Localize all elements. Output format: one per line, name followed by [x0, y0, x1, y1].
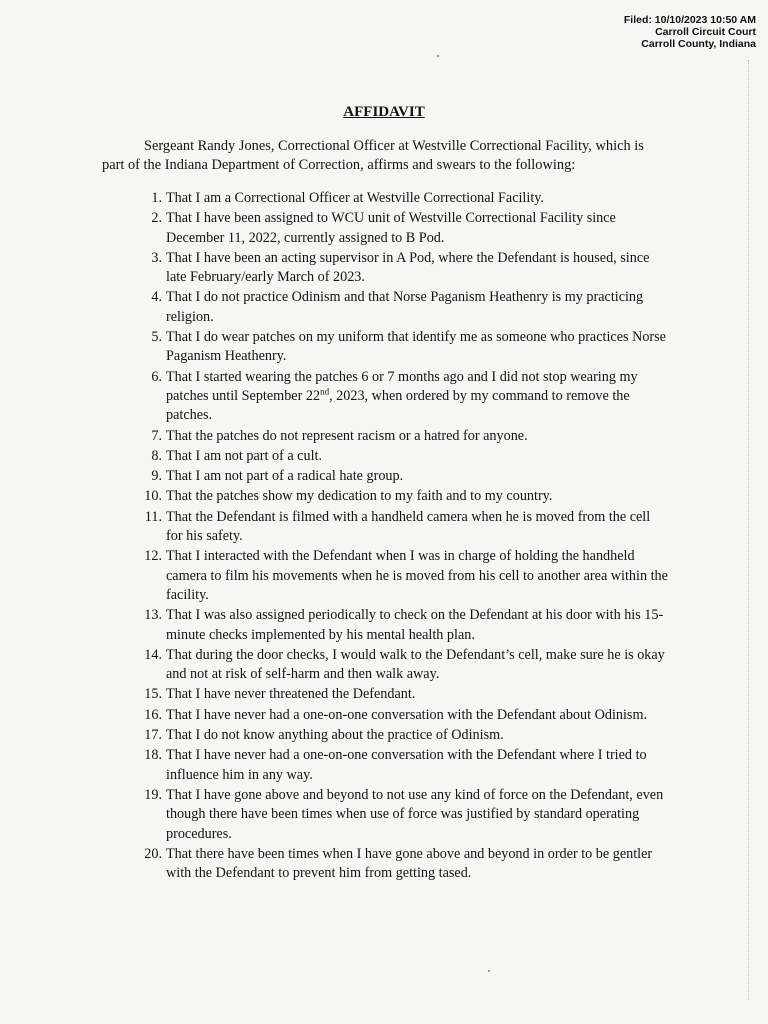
- item-text: That I do wear patches on my uniform that identify me as someone who practices Norse Paganism Heathenry.: [166, 329, 666, 365]
- item-number: 20.: [144, 845, 162, 862]
- item-number: 10.: [144, 488, 162, 505]
- item-number: 11.: [144, 508, 162, 525]
- item-number: 2.: [151, 210, 162, 227]
- intro-paragraph: Sergeant Randy Jones, Correctional Officer at Westville Correctional Facility, which is part of the Indiana Department of Correction, affirms and swears to the following:: [102, 138, 644, 173]
- item-text: That the Defendant is filmed with a handheld camera when he is moved from the cell for his safety.: [166, 508, 651, 545]
- list-item: [140, 249, 670, 288]
- item-text: That there have been times when I have gone above and beyond in order to be gentler with the Defendant to prevent him from getting tased.: [166, 845, 653, 882]
- item-text: That during the door checks, I would walk to the Defendant’s cell, make sure he is okay and not at risk of self-harm and then walk away.: [166, 646, 665, 683]
- item-number: 13.: [144, 607, 162, 624]
- scan-speck: [437, 55, 439, 57]
- scan-edge-artifact: [748, 60, 750, 1000]
- item-text: That I have been an acting supervisor in A Pod, where the Defendant is housed, since late February/early March of 2023.: [166, 249, 650, 286]
- item-number: 4.: [151, 289, 162, 306]
- scan-speck: [488, 970, 490, 972]
- item-number: 15.: [144, 686, 162, 703]
- ordinal-suffix: nd: [320, 386, 330, 397]
- item-text-part: That I started wearing the patches 6 or 7 months ago and I did not stop wearing my patches until September 22: [166, 368, 638, 404]
- list-item: [140, 508, 670, 547]
- affirmation-list: [140, 189, 670, 884]
- list-item: [140, 189, 670, 208]
- item-text: That the patches do not represent racism or a hatred for anyone.: [166, 427, 528, 444]
- item-text: That I have gone above and beyond to not use any kind of force on the Defendant, even though there have been times when use of force was justified by standard operating procedures.: [166, 786, 664, 842]
- document-title-text: AFFIDAVIT: [343, 104, 425, 120]
- court-name: Carroll Circuit Court: [655, 26, 756, 38]
- item-number: 17.: [144, 727, 162, 744]
- list-item: [140, 606, 670, 645]
- list-item: [140, 368, 670, 426]
- item-number: 7.: [151, 427, 162, 444]
- list-item: [140, 547, 670, 605]
- item-text: That I have never had a one-on-one conversation with the Defendant where I tried to influence him in any way.: [166, 747, 647, 783]
- item-text: That I have never had a one-on-one conversation with the Defendant about Odinism.: [166, 706, 648, 723]
- item-text: That I have been assigned to WCU unit of Westville Correctional Facility since December 11, 2022, currently assigned to B Pod.: [166, 210, 616, 246]
- item-text: That I do not know anything about the practice of Odinism.: [166, 727, 504, 744]
- list-item: [140, 447, 670, 466]
- item-number: 5.: [151, 329, 162, 346]
- item-text: That I was also assigned periodically to check on the Defendant at his door with his 15-minute checks implemented by his mental health plan.: [166, 607, 664, 643]
- list-item: [140, 328, 670, 367]
- item-text: That I am not part of a cult.: [166, 447, 323, 464]
- list-item: [140, 685, 670, 704]
- list-item: [140, 487, 670, 506]
- item-number: 18.: [144, 747, 162, 764]
- filing-stamp: [624, 14, 756, 50]
- court-county: Carroll County, Indiana: [641, 38, 756, 50]
- item-number: 1.: [151, 190, 162, 206]
- item-text: That I do not practice Odinism and that Norse Paganism Heathenry is my practicing religion.: [166, 289, 644, 325]
- item-number: 12.: [144, 548, 162, 565]
- list-item: [140, 467, 670, 486]
- list-item: [140, 427, 670, 446]
- item-number: 14.: [144, 646, 162, 663]
- list-item: [140, 288, 670, 327]
- item-text: That I am a Correctional Officer at Westville Correctional Facility.: [166, 190, 544, 206]
- item-number: 16.: [144, 706, 162, 723]
- list-item: [140, 646, 670, 685]
- item-number: 19.: [144, 786, 162, 803]
- filed-timestamp: Filed: 10/10/2023 10:50 AM: [623, 14, 756, 26]
- item-number: 3.: [151, 249, 162, 266]
- item-text: That I interacted with the Defendant when I was in charge of holding the handheld camera to film his movements when he is moved from his cell to another area within the facility.: [166, 548, 668, 603]
- item-number: 8.: [151, 447, 162, 464]
- item-text: That I have never threatened the Defendant.: [166, 686, 416, 703]
- list-item: [140, 706, 670, 725]
- item-text-part: , 2023, when ordered by my command to remove the patches.: [166, 387, 630, 424]
- list-item: [140, 786, 670, 844]
- list-item: [140, 746, 670, 785]
- item-number: 9.: [151, 468, 162, 485]
- list-item: [140, 845, 670, 884]
- item-text: That the patches show my dedication to my faith and to my country.: [166, 488, 553, 505]
- document-title: [0, 104, 768, 121]
- item-text: That I am not part of a radical hate group.: [166, 468, 404, 485]
- list-item: [140, 726, 670, 745]
- list-item: [140, 209, 670, 248]
- item-number: 6.: [151, 368, 162, 385]
- item-text: [166, 369, 638, 424]
